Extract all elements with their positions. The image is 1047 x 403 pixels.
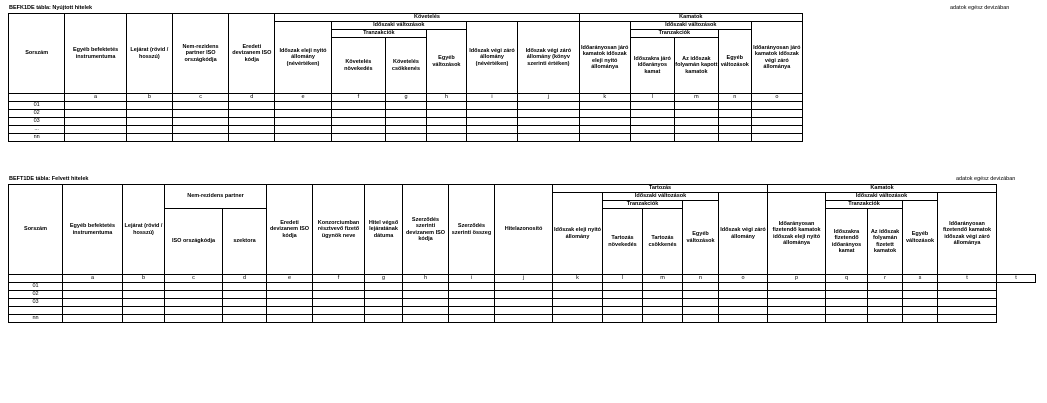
t1-h-nyito: Időszak eleji nyitó állomány (névértéken) [275, 22, 331, 94]
t2-h-szerz-osszeg: Szerződés szerinti összeg [449, 185, 495, 275]
t1-col-letter: a [65, 94, 126, 102]
t1-h-eredeti-deviza: Eredeti devizanem ISO kódja [229, 14, 275, 94]
t2-h-nyito: Időszak eleji nyitó állomány [553, 193, 603, 275]
t1-h-kov-novekedes: Követelés növekedés [331, 38, 385, 94]
t2-h-zaro: Időszak végi záró állomány [719, 193, 768, 275]
row-number: ... [9, 126, 65, 134]
t2-h-tart-csokkenes: Tartozás csökkenés [643, 209, 683, 275]
t2-h-sorszam: Sorszám [9, 185, 63, 275]
t1-h-idoar-nyito: Időarányosan járó kamatok időszak eleji nyitó állománya [579, 22, 630, 94]
t1-h-zaro-nev: Időszak végi záró állomány (névértéken) [466, 22, 517, 94]
t1-col-letter: j [518, 94, 579, 102]
t1-col-letter: o [751, 94, 802, 102]
table-row [9, 126, 803, 134]
t2-col-letter: i [449, 275, 495, 283]
t2-h-tranzakciok: Tranzakciók [603, 201, 683, 209]
t2-h-fizetett: Az időszak folyamán fizetett kamatok [868, 209, 903, 275]
t2-col-letter: a [63, 275, 123, 283]
t2-h-eredeti-deviza: Eredeti devizanem ISO kódja [267, 185, 313, 275]
t1-h-lejarat: Lejárat (rövid / hosszú) [126, 14, 172, 94]
t2-col-letter: f [313, 275, 365, 283]
row-number [9, 307, 63, 315]
t2-h-kamat-tranzakciok: Tranzakciók [826, 201, 903, 209]
t2-col-letter: e [267, 275, 313, 283]
row-number: 02 [9, 110, 65, 118]
t1-col-letter: f [331, 94, 385, 102]
table-row [9, 299, 1036, 307]
t1-h-idoszaki-valt: Időszaki változások [331, 22, 466, 30]
row-number: 02 [9, 291, 63, 299]
t1-h-zaro-konyv: Időszak végi záró állomány (könyv szerinti értéken) [518, 22, 579, 94]
row-number: 01 [9, 283, 63, 291]
t2-h-iso: ISO országkódja [165, 209, 223, 275]
table-row [9, 315, 1036, 323]
t1-col-letter: d [229, 94, 275, 102]
table2-unit-note: adatok egész devizában [956, 176, 1016, 182]
t2-col-letter: b [123, 275, 165, 283]
t1-h-kamat-idoszaki-valt: Időszaki változások [630, 22, 751, 30]
t2-h-egyeb-instr: Egyéb befektetés instrumentuma [63, 185, 123, 275]
t1-h-kamat-egyeb: Egyéb változások [718, 30, 751, 94]
t2-h-idoszaki-valt: Időszaki változások [603, 193, 719, 201]
table1-nyujtott-hitelek [8, 13, 803, 142]
t2-col-letter: s [903, 275, 938, 283]
t2-h-kamatok-group: Kamatok [768, 185, 997, 193]
t1-h-kapott: Az időszak folyamán kapott kamatok [674, 38, 718, 94]
t2-letter-row-blank [9, 275, 63, 283]
t1-h-sorszam: Sorszám [9, 14, 65, 94]
table2-title: BEFT1DE tábla: Felvett hitelek [9, 176, 89, 182]
t2-col-letter: m [643, 275, 683, 283]
t2-col-letter: n [683, 275, 719, 283]
t2-h-konzorcium: Konzorciumban résztvevő fizető ügynök neve [313, 185, 365, 275]
t2-h-idoszakra-fiz: Időszakra fizetendő időarányos kamat [826, 209, 868, 275]
t1-col-letter: c [172, 94, 228, 102]
t2-h-egyeb-valt: Egyéb változások [683, 201, 719, 275]
t2-col-letter: r [868, 275, 903, 283]
t1-col-letter: h [426, 94, 466, 102]
table-row [9, 307, 1036, 315]
row-number: nn [9, 315, 63, 323]
t2-col-letter: o [719, 275, 768, 283]
table-row [9, 291, 1036, 299]
t1-letter-row-blank [9, 94, 65, 102]
t2-col-letter: g [365, 275, 403, 283]
t1-h-kamat-tranzakciok: Tranzakciók [630, 30, 718, 38]
t1-h-kovetelés-group: Követelés [275, 14, 579, 22]
t1-col-letter: k [579, 94, 630, 102]
t1-col-letter: l [630, 94, 674, 102]
t2-col-letter: c [165, 275, 223, 283]
t1-col-letter: g [385, 94, 426, 102]
t1-col-letter: n [718, 94, 751, 102]
t2-h-hitelazonosito: Hitelazonosító [495, 185, 553, 275]
t2-col-letter: t [997, 275, 1036, 283]
t2-h-kamat-idoszaki-valt: Időszaki változások [826, 193, 938, 201]
t2-col-letter: q [826, 275, 868, 283]
t2-h-idoar-nyito: Időarányosan fizetendő kamatok időszak eleji nyitó állománya [768, 193, 826, 275]
t2-col-letter: k [553, 275, 603, 283]
t1-h-egyeb-instr: Egyéb befektetés instrumentuma [65, 14, 126, 94]
table-row [9, 102, 803, 110]
table-row [9, 110, 803, 118]
t2-h-tartozas-group: Tartozás [553, 185, 768, 193]
row-number: 01 [9, 102, 65, 110]
t1-col-letter: m [674, 94, 718, 102]
t1-h-kov-csokkenes: Követelés csökkenés [385, 38, 426, 94]
t2-h-hitel-vegso: Hitel végső lejáratának dátuma [365, 185, 403, 275]
row-number: nn [9, 134, 65, 142]
t2-col-letter: h [403, 275, 449, 283]
row-number: 03 [9, 299, 63, 307]
table-row [9, 134, 803, 142]
t2-col-letter: p [768, 275, 826, 283]
table1-title: BEFK1DE tábla: Nyújtott hitelek [9, 5, 93, 11]
t1-h-tranzakciok: Tranzakciók [331, 30, 426, 38]
t1-col-letter: b [126, 94, 172, 102]
t1-h-egyeb-valt: Egyéb változások [426, 30, 466, 94]
t2-h-lejarat: Lejárat (rövid / hosszú) [123, 185, 165, 275]
table-row [9, 283, 1036, 291]
table1-unit-note: adatok egész devizában [950, 5, 1010, 11]
t2-h-szerz-deviza: Szerződés szerinti devizanem ISO kódja [403, 185, 449, 275]
row-number: 03 [9, 118, 65, 126]
t1-col-letter: e [275, 94, 331, 102]
t2-col-letter: j [495, 275, 553, 283]
t1-h-nonres-iso: Nem-rezidens partner ISO országkódja [172, 14, 228, 94]
t2-h-kamat-egyeb: Egyéb változások [903, 201, 938, 275]
t2-h-tart-novekedes: Tartozás növekedés [603, 209, 643, 275]
t1-col-letter: i [466, 94, 517, 102]
t2-col-letter: t [938, 275, 997, 283]
table2-felvett-hitelek [8, 184, 1036, 323]
t2-col-letter: d [223, 275, 267, 283]
t1-h-idoszakra-jaro: Időszakra járó időarányos kamat [630, 38, 674, 94]
t2-h-idoar-zaro: Időarányosan fizetendő kamatok időszak végi záró állománya [938, 193, 997, 275]
t2-col-letter: l [603, 275, 643, 283]
t1-h-idoar-zaro: Időarányosan járó kamatok időszak végi záró állománya [751, 22, 802, 94]
t2-h-nonres-partner: Nem-rezidens partner [165, 185, 267, 209]
t1-h-kamatok-group: Kamatok [579, 14, 802, 22]
t2-h-szektora: szektora [223, 209, 267, 275]
table-row [9, 118, 803, 126]
